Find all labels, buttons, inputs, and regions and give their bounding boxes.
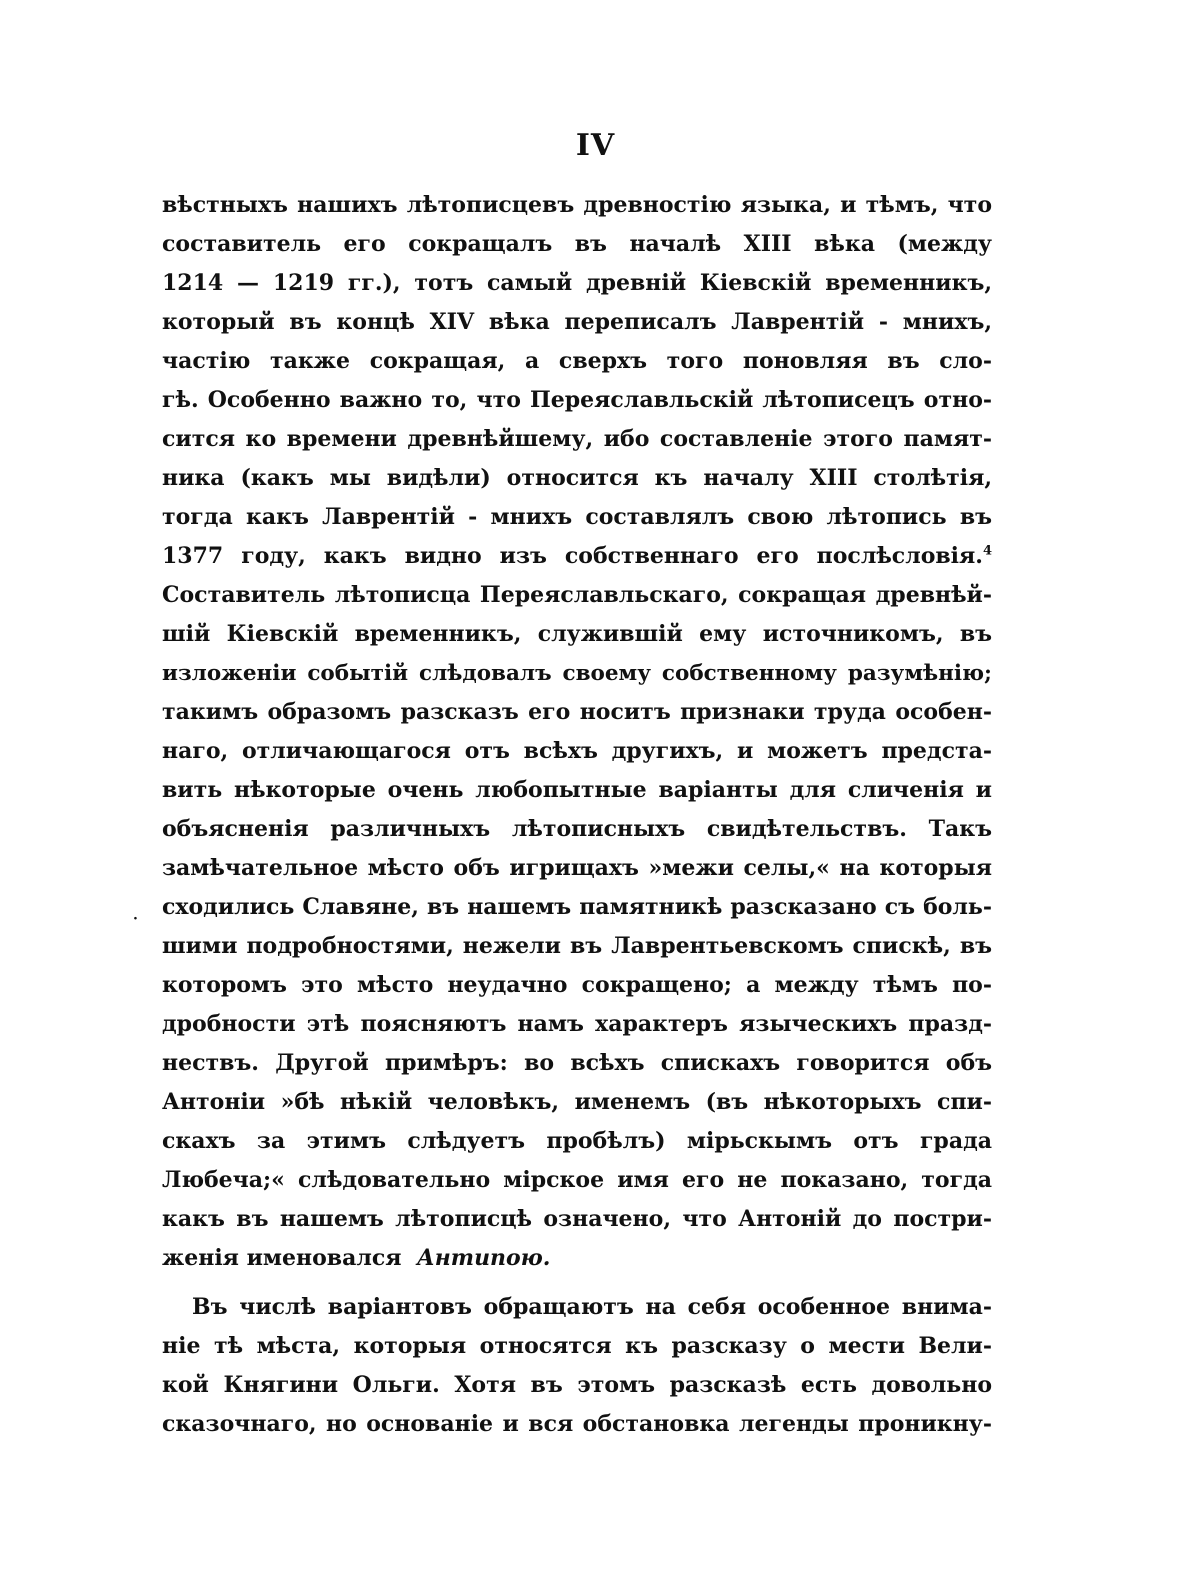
text-line: скахъ за этимъ слѣдуетъ пробѣлъ) мірьскымъ отъ града [162, 1128, 992, 1154]
text-line: такимъ образомъ разсказъ его носитъ признаки труда особен- [162, 699, 992, 725]
text-line: 1214 — 1219 гг.), тотъ самый древній Кіевскій временникъ, [162, 270, 992, 296]
text-line: женія именовался [162, 1245, 402, 1271]
text-line: нествъ. Другой примѣръ: во всѣхъ спискахъ говорится объ [162, 1050, 992, 1076]
text-line: объясненія различныхъ лѣтописныхъ свидѣтельствъ. Такъ [162, 816, 992, 842]
text-line-with-footnote [162, 537, 992, 576]
paragraph-1 [162, 186, 992, 1278]
text-line: изложеніи событій слѣдовалъ своему собственному разумѣнію; [162, 661, 992, 686]
text-line: ніе тѣ мѣста, которыя относятся къ разсказу о мести Вели- [162, 1333, 992, 1359]
text-line: вить нѣкоторые очень любопытные варіанты для сличенія и [162, 777, 992, 803]
text-line: Въ числѣ варіантовъ обращаютъ на себя особенное внима- [192, 1294, 992, 1320]
text-line-final [162, 1239, 992, 1278]
text-line: наго, отличающагося отъ всѣхъ другихъ, и можетъ предста- [162, 738, 992, 764]
text-line: ника (какъ мы видѣли) относится къ началу XIII столѣтія, [162, 465, 992, 491]
text-line: сится ко времени древнѣйшему, ибо составленіе этого памят- [162, 426, 992, 452]
text-line: кой Княгини Ольги. Хотя въ этомъ разсказѣ есть довольно [162, 1372, 992, 1398]
text-line: шими подробностями, нежели въ Лаврентьевскомъ спискѣ, въ [162, 933, 992, 959]
text-line: Составитель лѣтописца Переяславльскаго, сокращая древнѣй- [162, 582, 992, 608]
text-line: 1377 году, какъ видно изъ собственнаго его послѣсловія. [162, 543, 983, 569]
text-line: которомъ это мѣсто неудачно сокращено; а между тѣмъ по- [162, 972, 992, 998]
text-line: гѣ. Особенно важно то, что Переяславльскій лѣтописецъ отно- [162, 387, 992, 413]
text-line: тогда какъ Лаврентій - мнихъ составлялъ свою лѣтопись въ [162, 504, 992, 530]
text-line: частію также сокращая, а сверхъ того поновляя въ сло- [162, 348, 992, 374]
emphasized-name: Антипою. [416, 1245, 551, 1271]
text-line: Антоніи »бѣ нѣкій человѣкъ, именемъ (въ нѣкоторыхъ спи- [162, 1089, 992, 1115]
paragraph-2 [162, 1288, 992, 1444]
text-line: Любеча;« слѣдовательно мірское имя его не показано, тогда [162, 1167, 992, 1193]
text-line: составитель его сокращалъ въ началѣ XIII вѣка (между [162, 231, 992, 257]
page-number: IV [575, 128, 616, 163]
text-line: который въ концѣ XIV вѣка переписалъ Лаврентій - мнихъ, [162, 309, 992, 335]
text-line: шій Кіевскій временникъ, служившій ему источникомъ, въ [162, 621, 992, 647]
text-line: какъ въ нашемъ лѣтописцѣ означено, что Антоній до постри- [162, 1206, 992, 1232]
text-line: вѣстныхъ нашихъ лѣтописцевъ древностію языка, и тѣмъ, что [162, 192, 992, 218]
text-line: замѣчательное мѣсто объ игрищахъ »межи селы,« на которыя [162, 855, 992, 881]
margin-mark: · [133, 911, 138, 927]
text-line: сказочнаго, но основаніе и вся обстановка легенды проникну- [162, 1411, 992, 1437]
text-line: сходились Славяне, въ нашемъ памятникѣ разсказано съ боль- [162, 894, 992, 920]
text-line: дробности этѣ поясняютъ намъ характеръ языческихъ празд- [162, 1011, 992, 1037]
footnote-mark: 4 [982, 543, 992, 559]
